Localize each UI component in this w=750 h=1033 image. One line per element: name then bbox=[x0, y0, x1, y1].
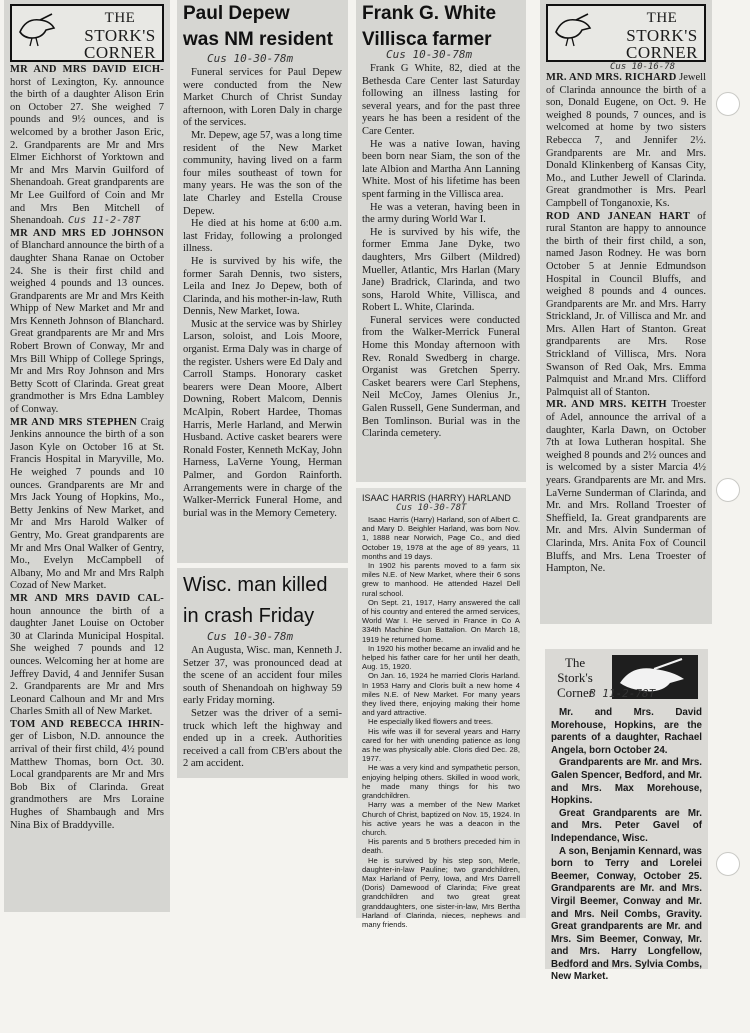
announcement-text: of rural Stanton are happy to announce the birth of their first child, a son, named Jason Rodney. He was born October 5 at Jennie Edmundson Hospital in Council Bluffs, and weighed 8 pounds and 4 ounces. Grandparents are Mr. and Mrs. Harry Strickland, Jr. of Villisca and Mr. and Mrs. Allen Hart of Stanton. Great grandparents are Mrs. Rose Strickland of Villisca, Mrs. Nora Swanson of Red Oak, Mrs. Emma Palmquist and Mr.and Mrs. Clifford Palmquist all of Stanton. bbox=[546, 210, 707, 398]
paragraph: His parents and 5 brothers preceded him in death. bbox=[362, 837, 520, 856]
paragraph: An Augusta, Wisc. man, Kenneth J. Setzer 37, was pronounced dead at the scene of an accident four miles south of Shenandoah on highway 59 early Friday morning. bbox=[183, 645, 342, 707]
white-handwritten-date: Cus 10-30-78m bbox=[386, 48, 473, 61]
storks-corner-2-body bbox=[546, 72, 706, 576]
paragraph: Music at the service was by Shirley Larson, soloist, and Lois Moore, organist. Erma Daly was in charge of the register. Ushers were Ed Daly and Carroll Stamps. Honorary casket bearers were Dean Moore, Albert Downing, Robert Malcom, Dennis McAlpin, Robert Hardee, Thomas Harris, Merle Harland, and Merwin Husband. Active casket bearers were Ronald Foster, Kenneth McKay, John Harness, LaVerne Young, Herman Palmer, and Gordon Rainforth. Arrangements were in charge of the Walker-Merrick Funeral Home, and burial was in the Memory Cemetery. bbox=[183, 318, 342, 519]
depew-headline-2: was NM resident bbox=[183, 29, 333, 50]
paragraph: He is survived by his wife, the former Emma Jane Dyke, two daughters, Mrs Gilbert (Mildred) Mueller, Atlantic, Mrs Harlan (Mary Jane) Bradrick, Clarinda, and two sons, Harold White, Villisca, and Robert L. White, Clarinda. bbox=[362, 226, 520, 314]
stork-icon bbox=[16, 12, 58, 48]
announcement-text: of Blanchard announce the birth of a daughter Shana Ranae on October 24. She is their first child and weighed 4 pounds and 13 ounces. Grandparents are Mr and Mrs Keith Whipp of New Market and Mr and Mrs Kenneth Johnson of Blanchard. Great grandparents are Mr and Mrs Robert Brown of Conway, Mr and Mrs Bill Whipp of College Springs, Mr and Mrs Roy Johnson and Mrs Betty Scott of Clarinda. Great great grandmother is Mrs Edna Lambley of Conway. bbox=[10, 240, 164, 416]
birth-announcement bbox=[546, 399, 706, 575]
announcement-lead: TOM AND REBECCA IHRIN- bbox=[10, 718, 164, 730]
storks-corner-clipping-1 bbox=[4, 0, 170, 912]
storks-corner-clipping-3 bbox=[545, 649, 708, 983]
announcement-text: houn announce the birth of a daughter Janet Louise on October 30 at Clarinda Municipal Hospital. She weighed 7 pounds and 12 ounces. Welcoming her at home are Jeffrey David, 4 and Jennifer Susan 2. Grandparents are Mr and Mrs Leonard Calhoun and Mr and Mrs Charles Smith all of New Market. bbox=[10, 605, 164, 718]
paragraph: In 1902 his parents moved to a farm six miles N.E. of New Market, where their 6 sons grew to manhood. He attended Hazel Dell rural school. bbox=[362, 561, 520, 598]
depew-handwritten-date: Cus 10-30-78m bbox=[207, 52, 294, 65]
announcement-lead: ROD AND JANEAN HART bbox=[546, 210, 690, 222]
paragraph: He was a native Iowan, having been born near Siam, the son of the late Albion and Martha Ann Lanning White. Most of his lifetime has been spent farming in the Villisca area. bbox=[362, 138, 520, 200]
storks-corner-3-body bbox=[551, 707, 702, 984]
white-obituary-clipping bbox=[356, 0, 526, 482]
paragraph: Mr. Depew, age 57, was a long time resident of the New Market community, having lived on a farm four miles southeast of town for many years. He was the son of the late Charley and Estella Crouse Depew. bbox=[183, 129, 342, 217]
paragraph: Funeral services for Paul Depew were conducted from the New Market Church of Christ Sunday afternoon, with Loren Daly in charge of the services. bbox=[183, 67, 342, 129]
birth-announcement bbox=[10, 228, 164, 417]
paragraph: Grandparents are Mr. and Mrs. Galen Spencer, Bedford, and Mr. and Mrs. Max Morehouse, Hopkins. bbox=[551, 757, 702, 807]
harland-body bbox=[362, 515, 520, 929]
paragraph: He was a very kind and sympathetic person, enjoying helping others. Skilled in wood work, he made many things for his two grandchildren. bbox=[362, 763, 520, 801]
paragraph: On Sept. 21, 1917, Harry answered the call of his country and entered the armed services, World War I. He served in France in Co A 334th Machine Gun Battalion. On March 18, 1919 he returned home. bbox=[362, 597, 520, 644]
announcement-text: horst of Lexington, Ky. announce the birth of a daughter Alison Erin on October 27. She weighed 7 pounds and 9½ ounces, and is welcomed by a brother Jason Eric, 2. Grandparents are Mr and Mrs Elmer Eichhorst of Yorktown and Mr and Mrs Marvin Guilford of Shenandoah. Great grandparents are Mr Lee Guilford of Coin and Mr and Mrs Ben Mitchell of Shenandoah. bbox=[10, 76, 164, 227]
paragraph: He is survived by his wife, the former Sarah Dennis, two sisters, Leila and Inez Jo Depew, both of Clarinda, and his mother-in-law, Ruth Dennis, New Market, Iowa. bbox=[183, 255, 342, 318]
white-headline-1: Frank G. White bbox=[362, 3, 497, 24]
storks-corner-masthead bbox=[10, 4, 164, 62]
birth-announcement bbox=[10, 417, 164, 593]
birth-announcement bbox=[10, 64, 164, 228]
paragraph: He especially liked flowers and trees. bbox=[368, 717, 493, 727]
announcement-lead: MR AND MRS DAVID EICH- bbox=[10, 64, 164, 75]
paragraph: He was a veteran, having been in the army during World War I. bbox=[362, 201, 520, 226]
paragraph: Frank G White, 82, died at the Bethesda Care Center last Saturday following an illness lasting for several years, and for the past three years he has been a resident of the Care Center. bbox=[362, 63, 520, 137]
punch-hole bbox=[716, 92, 740, 116]
white-headline-2: Villisca farmer bbox=[362, 29, 492, 50]
paragraph: Isaac Harris (Harry) Harland, son of Albert C. and Mary D. Beighler Harland, was born Nov. 1, 1888 near Norwich, Page Co., and died October 19, 1978 at the age of 89 years, 11 months and 19 days. bbox=[362, 515, 520, 561]
announcement-text: Craig Jenkins announce the birth of a son Jason Kyle on October 16 at St. Francis Hospital in Maryville, Mo. He weighed 7 pounds and 10 ounces. Grandparents are Mr and Mrs Jack Young of Hopkins, Mo., Betty Jenkins of New Market, and Mr and Mrs Harold Walker of Gentry, Mo. Great grandparents are Mr and Mrs Onal Walker of Gentry, Mo., Evelyn McCampbell of Albany, Mo and Mr and Mrs Ralph Cozad of New Market. bbox=[10, 416, 164, 592]
harland-title: ISAAC HARRIS (HARRY) HARLAND bbox=[362, 493, 511, 503]
birth-announcement bbox=[546, 211, 706, 400]
storks-corner-body bbox=[10, 64, 164, 832]
paragraph: On Jan. 16, 1924 he married Cloris Harland. In 1953 Harry and Cloris built a new home 4 miles N.E. of New Market. For many years they lived there, enjoying making their home and yard attractive. bbox=[362, 671, 520, 718]
storks-corner-clipping-2 bbox=[540, 0, 712, 624]
storks-corner-2-masthead bbox=[546, 4, 706, 62]
harland-handwritten-date: Cus 10-30-78T bbox=[396, 503, 467, 513]
announcement-lead: MR. AND MRS. KEITH bbox=[546, 399, 667, 411]
paragraph: He died at his home at 6:00 a.m. last Friday, following a prolonged illness. bbox=[183, 218, 342, 255]
paragraph: Funeral services were conducted from the Walker-Merrick Funeral Home this Monday afternoon with Rev. Ronald Swedberg in charge. Organist was Gretchen Sperry. Casket bearers were Carl Stephens, Neil McCoy, James Olenius Jr., Galen Russell, Gene Sunderman, and Ben Tomlinson. Burial was in the Clarinda cemetery. bbox=[362, 314, 520, 440]
announcement-lead: MR AND MRS DAVID CAL- bbox=[10, 592, 164, 604]
wisc-handwritten-date: Cus 10-30-78m bbox=[207, 630, 294, 643]
paragraph: His wife was ill for several years and Harry cared for her with unending patience as long as he was physically able. Cloris died Dec. 28, 1977. bbox=[362, 726, 520, 764]
storks-corner-title: THE STORK'S CORNER bbox=[84, 10, 156, 62]
paragraph: Mr. and Mrs. David Morehouse, Hopkins, are the parents of a daughter, Rachael Angela, born October 24. bbox=[551, 707, 702, 756]
birth-announcement bbox=[10, 719, 164, 832]
handwritten-date: Cus 11-2-78T bbox=[67, 215, 141, 227]
punch-hole bbox=[716, 852, 740, 876]
storks-corner-3-masthead bbox=[549, 651, 704, 703]
harland-obituary-clipping bbox=[356, 488, 526, 929]
storks-corner-2-title: THE STORK'S CORNER bbox=[626, 10, 698, 62]
depew-body bbox=[183, 67, 342, 520]
paragraph: A son, Benjamin Kennard, was born to Terry and Lorelei Beemer, Conway, October 25. Grandparents are Mr. and Mrs. Virgil Beemer, Conway and Mr. and Mrs. Neil Combs, Gravity. Great grandparents are Mr. and Mrs. Sim Beemer, Conway, Mr. and Mrs. Harry Longfellow, Bedford and Mrs. Sylvia Combs, New Market. bbox=[551, 845, 702, 983]
birth-announcement bbox=[546, 72, 706, 211]
wisc-headline-1: Wisc. man killed bbox=[183, 574, 328, 596]
announcement-lead: MR. AND MRS. RICHARD bbox=[546, 72, 677, 83]
announcement-text: Troester of Adel, announce the arrival of a daughter, Karla Dawn, on October 7th at Iowa Lutheran hospital. She weighed 8 pounds and 2½ ounces and is welcomed by a sister Marcia 4½ years. Grandparents are Mr. and Mrs. LaVerne Sunderman of Clarinda, and Mr. and Mrs. Rolland Troester of Sheffield, Ia. Great grandparents are Mr. and Mrs. Alvin Sunderman of Clarinda, Mrs. Anita Fox of Council Bluffs, and Mrs. Lena Troester of Hampton, Ne. bbox=[546, 399, 706, 575]
paragraph: Harry was a member of the New Market Church of Christ, baptized on Nov. 15, 1924. In his active years he was a deacon in the church. bbox=[362, 800, 520, 837]
announcement-text: ger of Lisbon, N.D. announce the arrival of their first child, 4½ pound Matthew Thomas, born Oct. 30. Local grandparents are Mr and Mrs Bob Bix of Clarinda. Great grandmothers are Mrs Loraine Hughes of Shambaugh and Mrs Nina Bix of Braddyville. bbox=[10, 731, 164, 831]
punch-hole bbox=[716, 478, 740, 502]
paragraph: In 1920 his mother became an invalid and he helped his father care for her until her death, Aug. 15, 1920. bbox=[362, 643, 520, 672]
storks-corner-3-title: The Stork's Corner bbox=[557, 655, 594, 700]
wisc-body bbox=[183, 645, 342, 771]
wisc-crash-clipping bbox=[177, 568, 348, 778]
storks-corner-3-handwritten-date: B 11-2-78T bbox=[589, 687, 656, 700]
depew-headline-1: Paul Depew bbox=[183, 3, 290, 24]
storks-corner-2-handwritten-date: Cus 10-16-78 bbox=[610, 62, 676, 72]
depew-obituary-clipping bbox=[177, 0, 348, 563]
paragraph: Great Grandparents are Mr. and Mrs. Peter Gavel of Independance, Wisc. bbox=[551, 807, 702, 844]
white-body bbox=[362, 63, 520, 441]
announcement-text: Jewell of Clarinda announce the birth of a son, Donald Eugene, on Oct. 9. He weighed 8 pounds, 7 ounces, and is welcomed at home by two sisters Rebecca 7, and Jennifer 2½. Grandparents are Mr. and Mrs. Donald Klinkenberg of Kansas City, Mo., and Luther Jewell of Clarinda. Great grandmother is Mrs. Pearl Campbell of Tonganoxie, Ks. bbox=[546, 72, 706, 209]
announcement-lead: MR AND MRS ED JOHNSON bbox=[10, 227, 164, 239]
wisc-headline-2: in crash Friday bbox=[183, 605, 315, 627]
announcement-lead: MR AND MRS STEPHEN bbox=[10, 416, 137, 428]
paragraph: Setzer was the driver of a semi-truck which left the highway and ended up in a creek. Authorities received a call from CB'ers about the 2 am accident. bbox=[183, 707, 342, 770]
paragraph: He is survived by his step son, Merle, daughter-in-law Pauline; two grandchildren, Max Harland of Perry, Iowa, and Mrs Darrell (Doris) Damewood of Clarinda; Five great grandchildren and two great great granddaughters, one sister-in-law, Mrs Bertha Harland of Clarinda, nieces, nephews and many friends. bbox=[362, 855, 520, 929]
stork-icon bbox=[552, 12, 594, 48]
birth-announcement bbox=[10, 593, 164, 719]
